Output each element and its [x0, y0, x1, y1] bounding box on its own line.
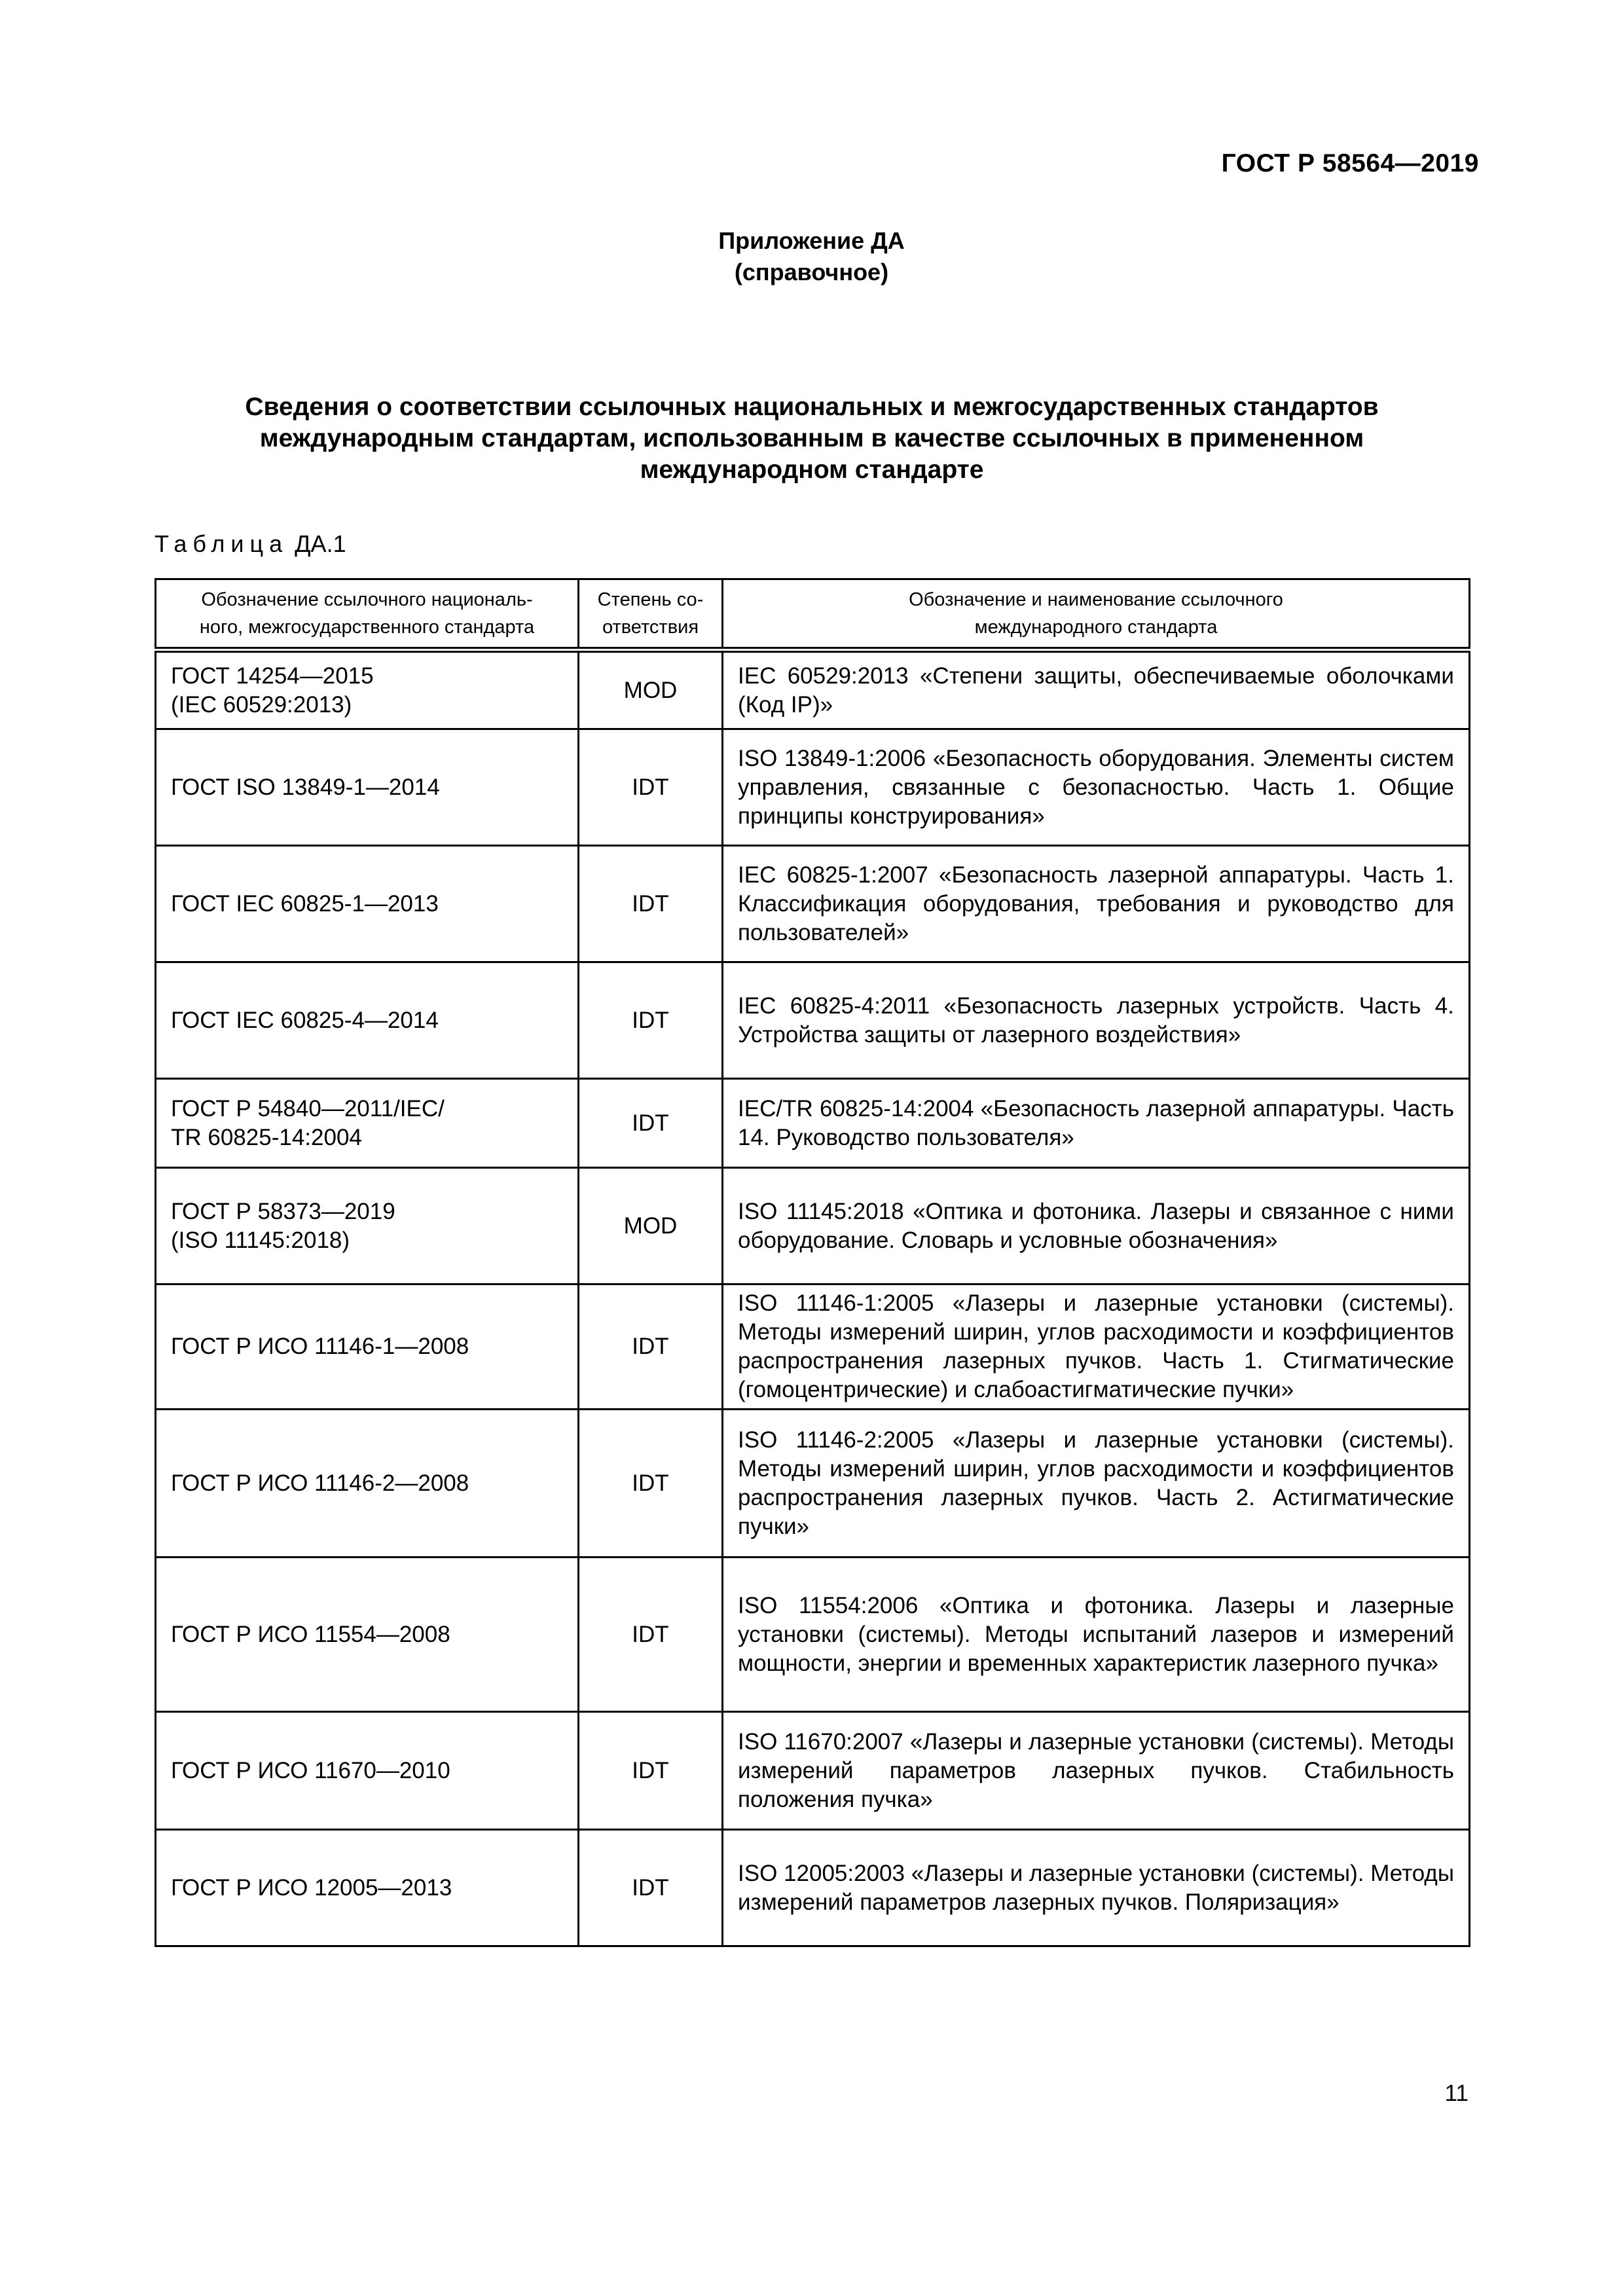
cell-degree-of-conformity: IDT [579, 1830, 723, 1946]
cell-international-standard: IEC 60529:2013 «Степени защиты, обеспечиваемые оболочками (Код IP)» [723, 650, 1470, 729]
cell-degree-of-conformity: IDT [579, 962, 723, 1079]
cell-degree-of-conformity: IDT [579, 1079, 723, 1168]
national-standard-line: ГОСТ Р ИСО 11554—2008 [171, 1621, 450, 1647]
section-title-line: международном стандарте [640, 456, 984, 484]
cell-international-standard: ISO 12005:2003 «Лазеры и лазерные установки (системы). Методы измерений параметров лазерных пучков. Поляризация» [723, 1830, 1470, 1946]
table-row [156, 1285, 1470, 1410]
table-row [156, 650, 1470, 729]
cell-national-standard [156, 1079, 579, 1168]
cell-national-standard [156, 1712, 579, 1830]
page-number: 11 [1444, 2081, 1468, 2106]
national-standard-line: ГОСТ IEC 60825-4—2014 [171, 1007, 439, 1033]
cell-international-standard: ISO 11146-1:2005 «Лазеры и лазерные установки (системы). Методы измерений ширин, углов расходимости и коэффициентов распространения лазерных пучков. Часть 1. Стигматические (гомоцентрические) и слабоастигматические пучки» [723, 1285, 1470, 1410]
cell-international-standard: ISO 11146-2:2005 «Лазеры и лазерные установки (системы). Методы измерений ширин, углов расходимости и коэффициентов распространения лазерных пучков. Часть 2. Астигматические пучки» [723, 1410, 1470, 1558]
cell-international-standard: IEC 60825-1:2007 «Безопасность лазерной аппаратуры. Часть 1. Классификация оборудования, требования и руководство для пользователей» [723, 846, 1470, 962]
appendix-heading [0, 225, 1623, 288]
table-header-row [156, 579, 1470, 650]
cell-degree-of-conformity: IDT [579, 729, 723, 846]
national-standard-line: ГОСТ Р ИСО 12005—2013 [171, 1874, 452, 1901]
cell-degree-of-conformity: MOD [579, 650, 723, 729]
header-national-standard: Обозначение ссылочного националь- ного, межгосударственного стандарта [156, 579, 579, 650]
cell-international-standard: ISO 11145:2018 «Оптика и фотоника. Лазеры и связанное с ними оборудование. Словарь и условные обозначения» [723, 1168, 1470, 1285]
cell-degree-of-conformity: IDT [579, 846, 723, 962]
document-code: ГОСТ Р 58564—2019 [1221, 149, 1479, 177]
national-standard-line: ГОСТ Р 58373—2019 [171, 1198, 395, 1224]
cell-national-standard [156, 1285, 579, 1410]
table-row [156, 1168, 1470, 1285]
national-standard-line: ГОСТ Р ИСО 11670—2010 [171, 1757, 450, 1783]
national-standard-line: ГОСТ Р ИСО 11146-2—2008 [171, 1470, 469, 1496]
section-title [190, 392, 1434, 486]
table-row [156, 1558, 1470, 1712]
cell-degree-of-conformity: MOD [579, 1168, 723, 1285]
national-standard-line: (IEC 60529:2013) [171, 691, 352, 718]
cell-international-standard: IEC/TR 60825-14:2004 «Безопасность лазерной аппаратуры. Часть 14. Руководство пользователя» [723, 1079, 1470, 1168]
cell-international-standard: ISO 11554:2006 «Оптика и фотоника. Лазеры и лазерные установки (системы). Методы испытаний лазеров и измерений мощности, энергии и временных характеристик лазерного пучка» [723, 1558, 1470, 1712]
cell-degree-of-conformity: IDT [579, 1285, 723, 1410]
national-standard-line: ГОСТ 14254—2015 [171, 663, 374, 689]
cell-degree-of-conformity: IDT [579, 1712, 723, 1830]
cell-national-standard [156, 729, 579, 846]
cell-international-standard: ISO 13849-1:2006 «Безопасность оборудования. Элементы систем управления, связанные с безопасностью. Часть 1. Общие принципы конструирования» [723, 729, 1470, 846]
cell-national-standard [156, 962, 579, 1079]
table-row [156, 1830, 1470, 1946]
cell-national-standard [156, 1168, 579, 1285]
national-standard-line: (ISO 11145:2018) [171, 1227, 350, 1253]
section-title-line: Сведения о соответствии ссылочных национальных и межгосударственных стандартов [245, 393, 1379, 421]
table-row [156, 962, 1470, 1079]
national-standard-line: TR 60825-14:2004 [171, 1124, 362, 1150]
national-standard-line: ГОСТ ISO 13849-1—2014 [171, 774, 440, 800]
section-title-line: международным стандартам, использованным в качестве ссылочных в примененном [259, 424, 1364, 452]
table-caption-number: ДА.1 [295, 530, 346, 557]
national-standard-line: ГОСТ Р ИСО 11146-1—2008 [171, 1334, 469, 1359]
reference-standards-table [155, 578, 1470, 1947]
cell-international-standard: IEC 60825-4:2011 «Безопасность лазерных устройств. Часть 4. Устройства защиты от лазерного воздействия» [723, 962, 1470, 1079]
table-row [156, 1410, 1470, 1558]
table-caption [155, 530, 346, 558]
national-standard-line: ГОСТ Р 54840—2011/IEC/ [171, 1095, 445, 1121]
cell-international-standard: ISO 11670:2007 «Лазеры и лазерные установки (системы). Методы измерений параметров лазерных пучков. Стабильность положения пучка» [723, 1712, 1470, 1830]
header-international-standard: Обозначение и наименование ссылочного международного стандарта [723, 579, 1470, 650]
cell-degree-of-conformity: IDT [579, 1558, 723, 1712]
table-row [156, 729, 1470, 846]
cell-national-standard [156, 1830, 579, 1946]
cell-national-standard [156, 1558, 579, 1712]
cell-national-standard [156, 846, 579, 962]
header-degree-of-conformity: Степень со- ответствия [579, 579, 723, 650]
table-caption-word: Таблица [155, 530, 289, 557]
cell-national-standard [156, 1410, 579, 1558]
appendix-kind: (справочное) [734, 259, 889, 285]
table-body [156, 650, 1470, 1946]
table-row [156, 846, 1470, 962]
table-row [156, 1712, 1470, 1830]
cell-national-standard [156, 650, 579, 729]
table-row [156, 1079, 1470, 1168]
cell-degree-of-conformity: IDT [579, 1410, 723, 1558]
appendix-title: Приложение ДА [718, 227, 905, 254]
national-standard-line: ГОСТ IEC 60825-1—2013 [171, 890, 439, 917]
